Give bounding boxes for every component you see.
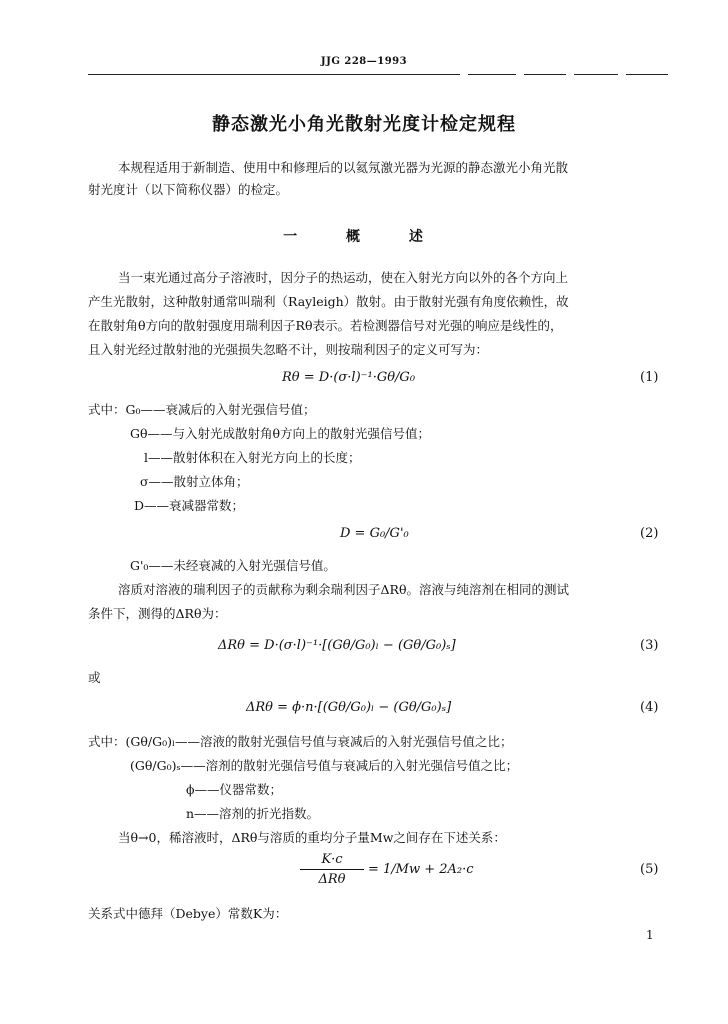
definition-line: Gθ——与入射光成散射角θ方向上的散射光强信号值； xyxy=(130,426,431,441)
definition-line: 式中：G₀——衰减后的入射光强信号值； xyxy=(88,402,316,417)
equation-number: (3) xyxy=(640,638,659,653)
document-title: 静态激光小角光散射光度计检定规程 xyxy=(212,114,516,135)
intro-line: 本规程适用于新制造、使用中和修理后的以氦氖激光器为光源的静态激光小角光散 xyxy=(118,160,569,175)
definition-line: n——溶剂的折光指数。 xyxy=(186,806,320,821)
fraction-denominator: ΔRθ xyxy=(318,872,346,887)
fraction-numerator: K·c xyxy=(321,852,343,867)
paragraph-line: 产生光散射，这种散射通常叫瑞利（Rayleigh）散射。由于散射光强有角度依赖性，故 xyxy=(88,294,569,309)
definition-line: l——散射体积在入射光方向上的长度； xyxy=(144,450,361,465)
equation-2: D = G₀/G'₀ xyxy=(340,526,409,541)
definition-line: D——衰减器常数； xyxy=(134,498,245,513)
rule-gap xyxy=(516,73,524,76)
fraction-bar xyxy=(300,869,364,870)
equation-1: Rθ = D·(σ·l)⁻¹·Gθ/G₀ xyxy=(282,370,416,385)
paragraph-line: 关系式中德拜（Debye）常数K为： xyxy=(88,906,288,921)
equation-5-rhs: = 1/Mw + 2A₂·c xyxy=(368,862,474,877)
header-rule xyxy=(88,74,668,75)
standard-code-header: JJG 228—1993 xyxy=(320,56,408,67)
equation-number: (5) xyxy=(640,862,659,877)
equation-number: (2) xyxy=(640,526,659,541)
equation-number: (4) xyxy=(640,700,659,715)
intro-line: 射光度计（以下简称仪器）的检定。 xyxy=(88,182,289,197)
paragraph-line: 溶质对溶液的瑞利因子的贡献称为剩余瑞利因子ΔRθ。溶液与纯溶剂在相同的测试 xyxy=(118,582,569,597)
paragraph-line: 在散射角θ方向的散射强度用瑞利因子Rθ表示。若检测器信号对光强的响应是线性的， xyxy=(88,318,563,333)
paragraph-line: 当θ→0，稀溶液时，ΔRθ与溶质的重均分子量Mw之间存在下述关系： xyxy=(118,830,506,845)
section-title: 一 概 述 xyxy=(283,229,445,245)
definition-line: 式中：(Gθ/G₀)ₗ——溶液的散射光强信号值与衰减后的入射光强信号值之比； xyxy=(88,734,513,749)
definition-line: G'₀——未经衰减的入射光强信号值。 xyxy=(130,558,336,573)
equation-4: ΔRθ = ϕ·n·[(Gθ/G₀)ₗ − (Gθ/G₀)ₛ] xyxy=(246,700,452,715)
definition-line: ϕ——仪器常数； xyxy=(186,782,283,797)
definition-line: σ——散射立体角； xyxy=(140,474,249,489)
definition-line: (Gθ/G₀)ₛ——溶剂的散射光强信号值与衰减后的入射光强信号值之比； xyxy=(130,758,519,773)
equation-3: ΔRθ = D·(σ·l)⁻¹·[(Gθ/G₀)ₗ − (Gθ/G₀)ₛ] xyxy=(218,638,456,653)
equation-5-fraction xyxy=(300,852,364,887)
page-number: 1 xyxy=(646,928,654,942)
paragraph-line: 条件下，测得的ΔRθ为： xyxy=(88,606,227,621)
rule-gap xyxy=(460,73,468,76)
equation-number: (1) xyxy=(640,370,659,385)
paragraph-line: 且入射光经过散射池的光强损失忽略不计，则按瑞利因子的定义可写为： xyxy=(88,342,489,357)
rule-gap xyxy=(566,73,574,76)
rule-gap xyxy=(618,73,626,76)
paragraph-line: 当一束光通过高分子溶液时，因分子的热运动，使在入射光方向以外的各个方向上 xyxy=(118,270,569,285)
conjunction-or: 或 xyxy=(88,670,101,685)
